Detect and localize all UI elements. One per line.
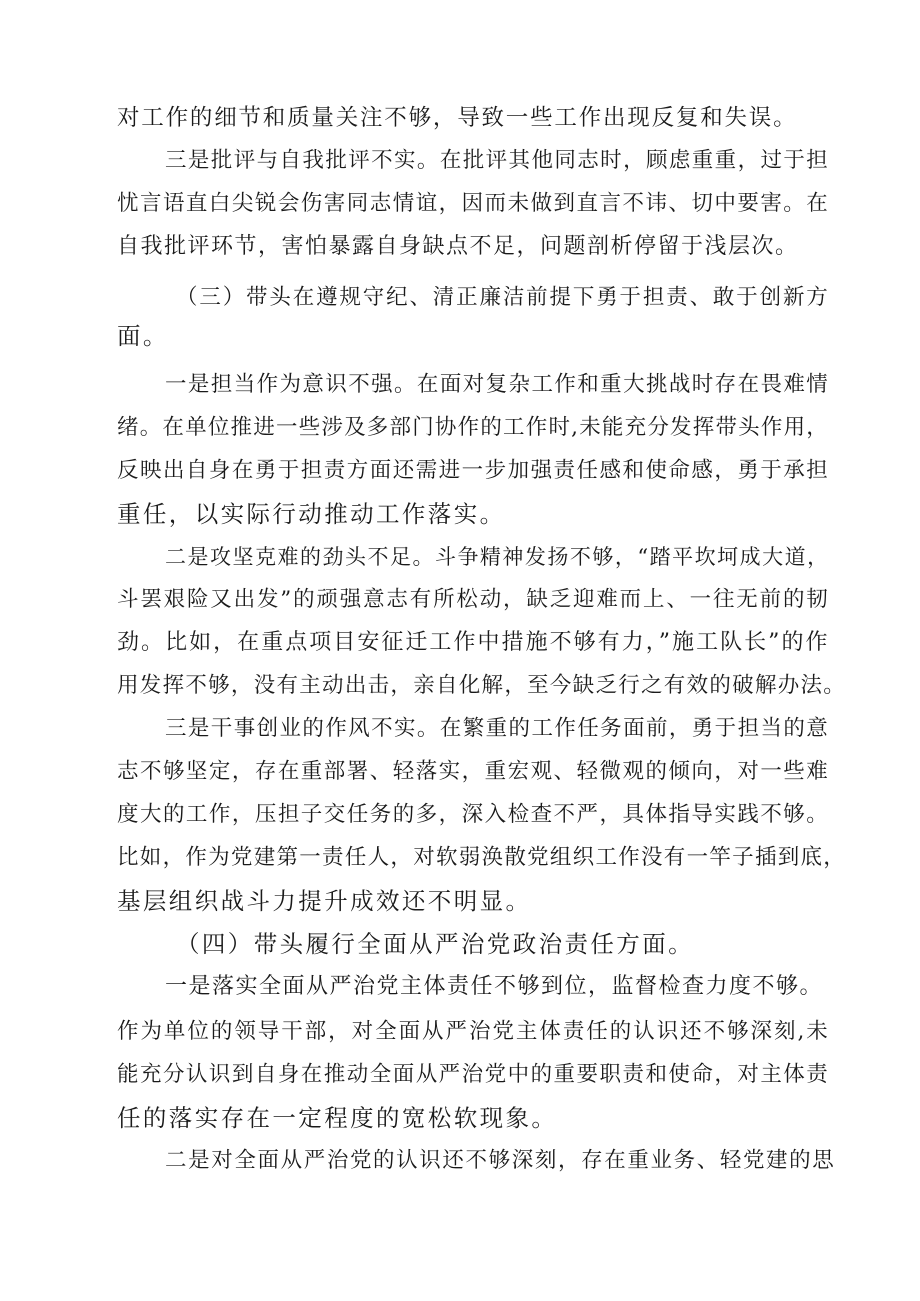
text-line: 重任，以实际行动推动工作落实。 [117, 500, 506, 528]
section-heading: 面。 [117, 322, 169, 350]
text-line: 一是担当作为意识不强。在面对复杂工作和重大挑战时存在畏难情 [165, 372, 829, 397]
text-line: 三是批评与自我批评不实。在批评其他同志时，顾虑重重，过于担 [165, 148, 829, 173]
text-line: 任的落实存在一定程度的宽松软现象。 [117, 1104, 558, 1132]
text-line: 能充分认识到自身在推动全面从严治党中的重要职责和使命，对主体责 [117, 1062, 829, 1087]
text-line: 忧言语直白尖锐会伤害同志情谊，因而未做到直言不讳、切中要害。在 [117, 191, 829, 216]
text-line: 度大的工作，压担子交任务的多，深入检查不严，具体指导实践不够。 [117, 802, 829, 827]
text-line: 反映出自身在勇于担责方面还需进一步加强责任感和使命感，勇于承担 [117, 458, 829, 483]
text-line: 对工作的细节和质量关注不够，导致一些工作出现反复和失误。 [117, 105, 797, 131]
text-line: 基层组织战斗力提升成效还不明显。 [117, 887, 532, 915]
text-line: 用发挥不够，没有主动出击，亲自化解，至今缺乏行之有效的破解办法。 [117, 673, 846, 698]
text-line: 作为单位的领导干部，对全面从严治党主体责任的认识还不够深刻,未 [117, 1019, 829, 1044]
text-line: 自我批评环节，害怕暴露自身缺点不足，问题剖析停留于浅层次。 [117, 234, 799, 259]
text-line: 绪。在单位推进一些涉及多部门协作的工作时,未能充分发挥带头作用， [117, 415, 829, 440]
text-line: 二是对全面从严治党的认识还不够深刻，存在重业务、轻党建的思 [165, 1148, 835, 1173]
text-line: 斗罢艰险又出发”的顽强意志有所松动，缺乏迎难而上、一往无前的韧 [117, 587, 829, 612]
text-line: 劲。比如，在重点项目安征迁工作中措施不够有力，”施工队长”的作 [117, 630, 829, 655]
section-heading: （四）带头履行全面从严治党政治责任方面。 [176, 930, 694, 958]
text-line: 志不够坚定，存在重部署、轻落实，重宏观、轻微观的倾向，对一些难 [117, 759, 829, 784]
text-line: 一是落实全面从严治党主体责任不够到位，监督检查力度不够。 [165, 974, 824, 999]
text-line: 二是攻坚克难的劲头不足。斗争精神发扬不够，“踏平坎坷成大道， [165, 545, 829, 569]
text-line: 比如，作为党建第一责任人，对软弱涣散党组织工作没有一竿子插到底， [117, 845, 846, 870]
text-line: 三是干事创业的作风不实。在繁重的工作任务面前，勇于担当的意 [165, 716, 829, 741]
section-heading: （三）带头在遵规守纪、清正廉洁前提下勇于担责、敢于创新方 [176, 285, 829, 310]
